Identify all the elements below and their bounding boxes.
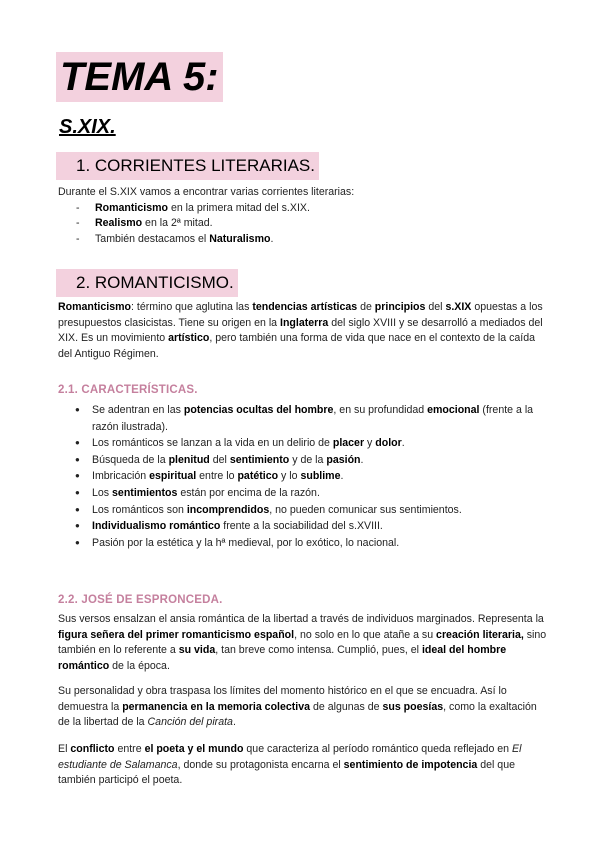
page-title: TEMA 5:: [56, 52, 223, 102]
page-subtitle: S.XIX.: [59, 116, 116, 138]
espronceda-paragraph-2: Su personalidad y obra traspasa los límites del momento histórico en el que se encuadra. Así lo demuestra la permanencia en la memoria colectiva de algunas de sus poesías, como la exaltación de la libertad de la Canción del pirata.: [58, 685, 537, 728]
list-item: ● Búsqueda de la plenitud del sentimiento y de la pasión.: [58, 452, 548, 469]
list-item: - Romanticismo en la primera mitad del s.XIX.: [58, 201, 548, 217]
espronceda-paragraph-3: El conflicto entre el poeta y el mundo que caracteriza al período romántico queda reflejado en El estudiante de Salamanca, donde su protagonista encarna el sentimiento de impotencia del que también participó el poeta.: [58, 743, 522, 786]
list-item: ● Los románticos son incomprendidos, no pueden comunicar sus sentimientos.: [58, 502, 548, 519]
list-item: - Realismo en la 2ª mitad.: [58, 216, 548, 232]
subsection-heading-espronceda: 2.2. JOSÉ DE ESPRONCEDA.: [58, 594, 223, 606]
corrientes-intro: Durante el S.XIX vamos a encontrar varias corrientes literarias:: [58, 186, 355, 198]
list-item: ● Los románticos se lanzan a la vida en un delirio de placer y dolor.: [58, 435, 548, 452]
corrientes-block: [58, 185, 548, 247]
list-item: - También destacamos el Naturalismo.: [58, 232, 548, 248]
section-heading-romanticismo: 2. ROMANTICISMO.: [56, 269, 238, 297]
espronceda-paragraph-1: Sus versos ensalzan el ansia romántica de la libertad a través de individuos marginados. Representa la figura señera del primer romanticismo español, no solo en lo que atañe a su creación literaria, sino también en lo referente a su vida, tan breve como intensa. Cumplió, pues, el ideal del hombre romántico de la época.: [58, 613, 547, 672]
list-item: ● Individualismo romántico frente a la sociabilidad del s.XVIII.: [58, 518, 548, 535]
list-item: ● Imbricación espiritual entre lo patético y lo sublime.: [58, 468, 548, 485]
caracteristicas-list: [58, 402, 548, 551]
romanticismo-definition: Romanticismo: término que aglutina las tendencias artísticas de principios del s.XIX opuestas a los presupuestos clasicistas. Tiene su origen en la Inglaterra del siglo XVIII y se desarrolló a mediados del XIX. Es un movimiento artístico, pero también una forma de vida que nace en el contexto de la caída del Antiguo Régimen.: [58, 301, 543, 360]
list-item: ● Pasión por la estética y la hª medieval, por lo exótico, lo nacional.: [58, 535, 548, 552]
list-item: ● Los sentimientos están por encima de la razón.: [58, 485, 548, 502]
corrientes-list: [58, 201, 548, 248]
subsection-heading-caracteristicas: 2.1. CARACTERÍSTICAS.: [58, 384, 198, 396]
list-item: ● Se adentran en las potencias ocultas del hombre, en su profundidad emocional (frente a la razón ilustrada).: [58, 402, 548, 435]
caracteristicas-block: [58, 402, 548, 551]
section-heading-corrientes: 1. CORRIENTES LITERARIAS.: [56, 152, 319, 180]
